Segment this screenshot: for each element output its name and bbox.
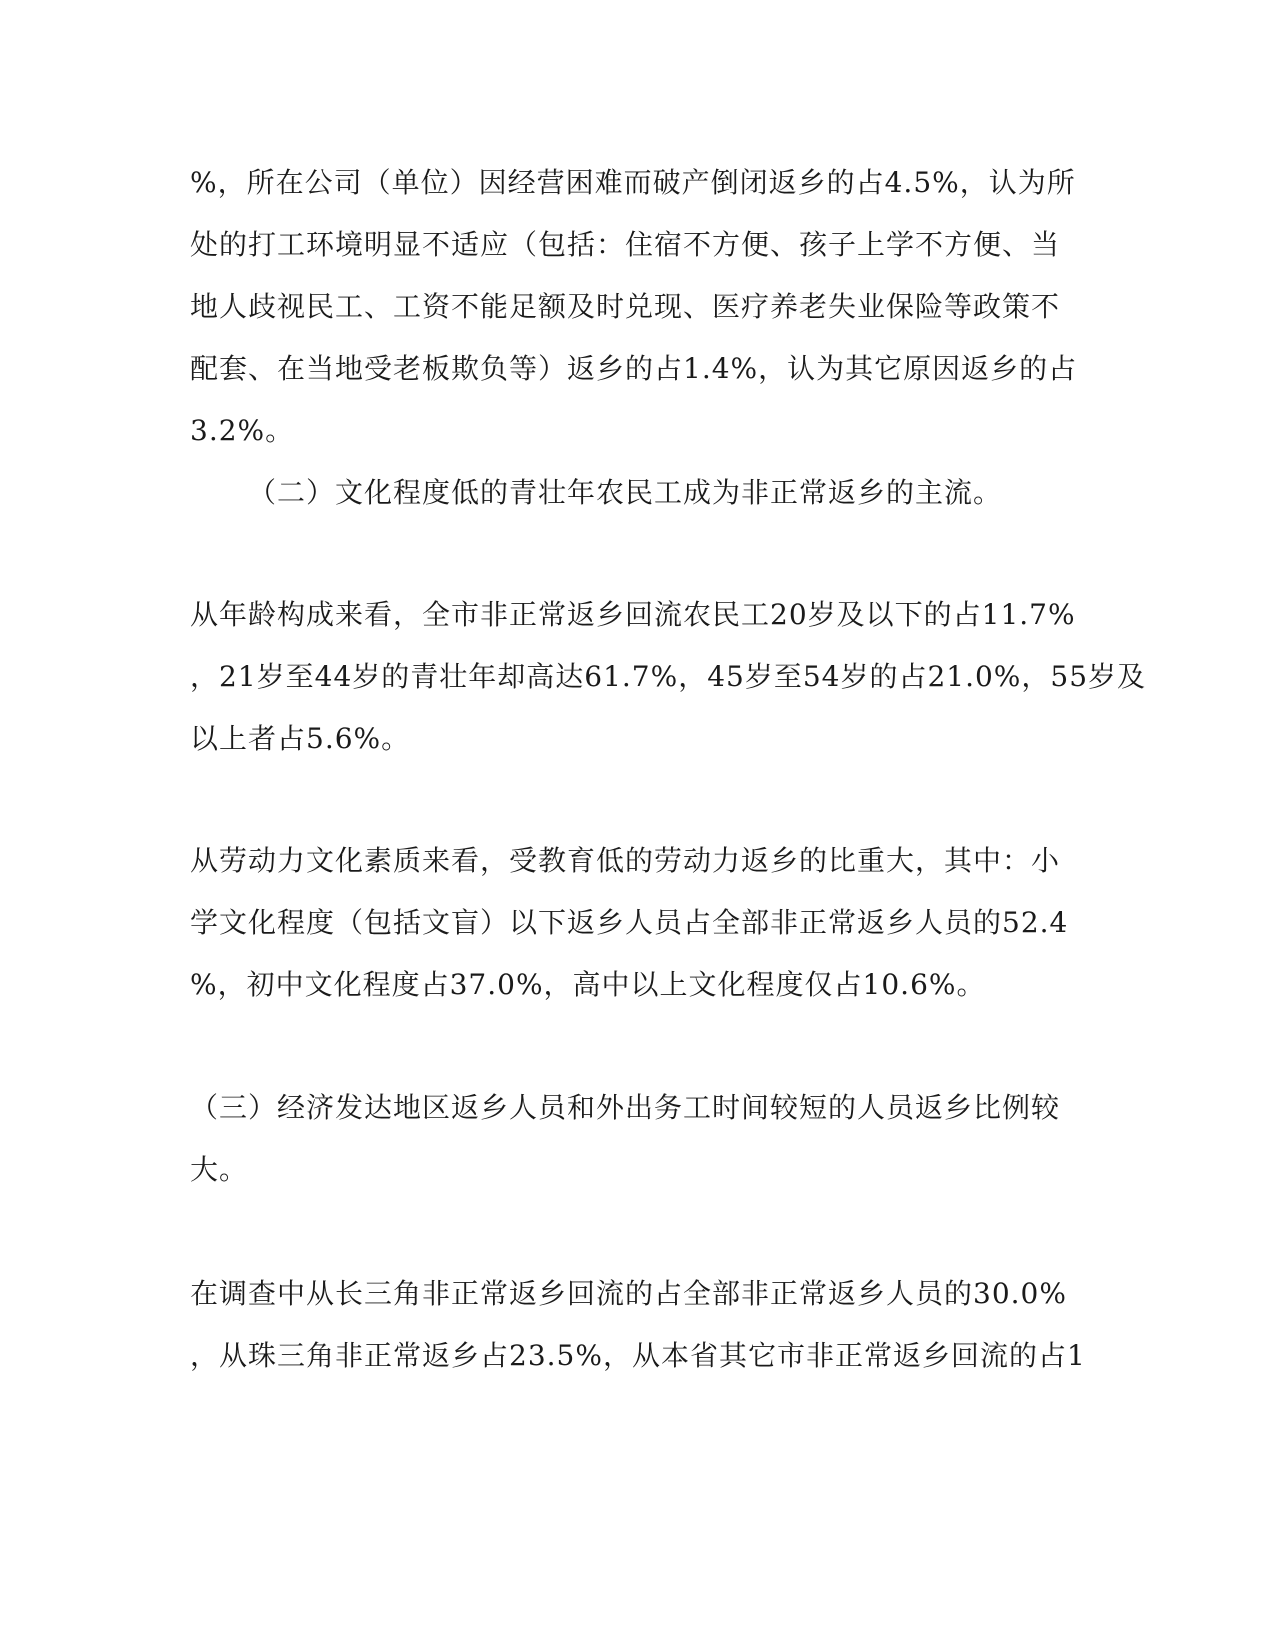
text-line: %，所在公司（单位）因经营困难而破产倒闭返乡的占4.5%，认为所 [190,166,1076,199]
text-line: ，21岁至44岁的青壮年却高达61.7%，45岁至54岁的占21.0%，55岁及 [190,660,1147,693]
text-line: 处的打工环境明显不适应（包括：住宿不方便、孩子上学不方便、当 [190,228,1061,261]
text-line: 学文化程度（包括文盲）以下返乡人员占全部非正常返乡人员的52.4 [190,906,1069,939]
text-line: 3.2%。 [190,414,295,447]
text-line: 配套、在当地受老板欺负等）返乡的占1.4%，认为其它原因返乡的占 [190,352,1078,385]
text-line: 以上者占5.6%。 [190,722,411,755]
section-heading: （二）文化程度低的青壮年农民工成为非正常返乡的主流。 [248,476,1003,509]
text-line: 从劳动力文化素质来看，受教育低的劳动力返乡的比重大，其中：小 [190,844,1061,877]
section-heading: 大。 [190,1153,249,1186]
text-line: ，从珠三角非正常返乡占23.5%，从本省其它市非正常返乡回流的占1 [190,1339,1086,1372]
text-line: 在调查中从长三角非正常返乡回流的占全部非正常返乡人员的30.0% [190,1277,1067,1310]
text-line: 地人歧视民工、工资不能足额及时兑现、医疗养老失业保险等政策不 [190,290,1061,323]
text-line: %，初中文化程度占37.0%，高中以上文化程度仅占10.6%。 [190,968,986,1001]
section-heading: （三）经济发达地区返乡人员和外出务工时间较短的人员返乡比例较 [190,1091,1061,1124]
text-line: 从年龄构成来看，全市非正常返乡回流农民工20岁及以下的占11.7% [190,598,1076,631]
